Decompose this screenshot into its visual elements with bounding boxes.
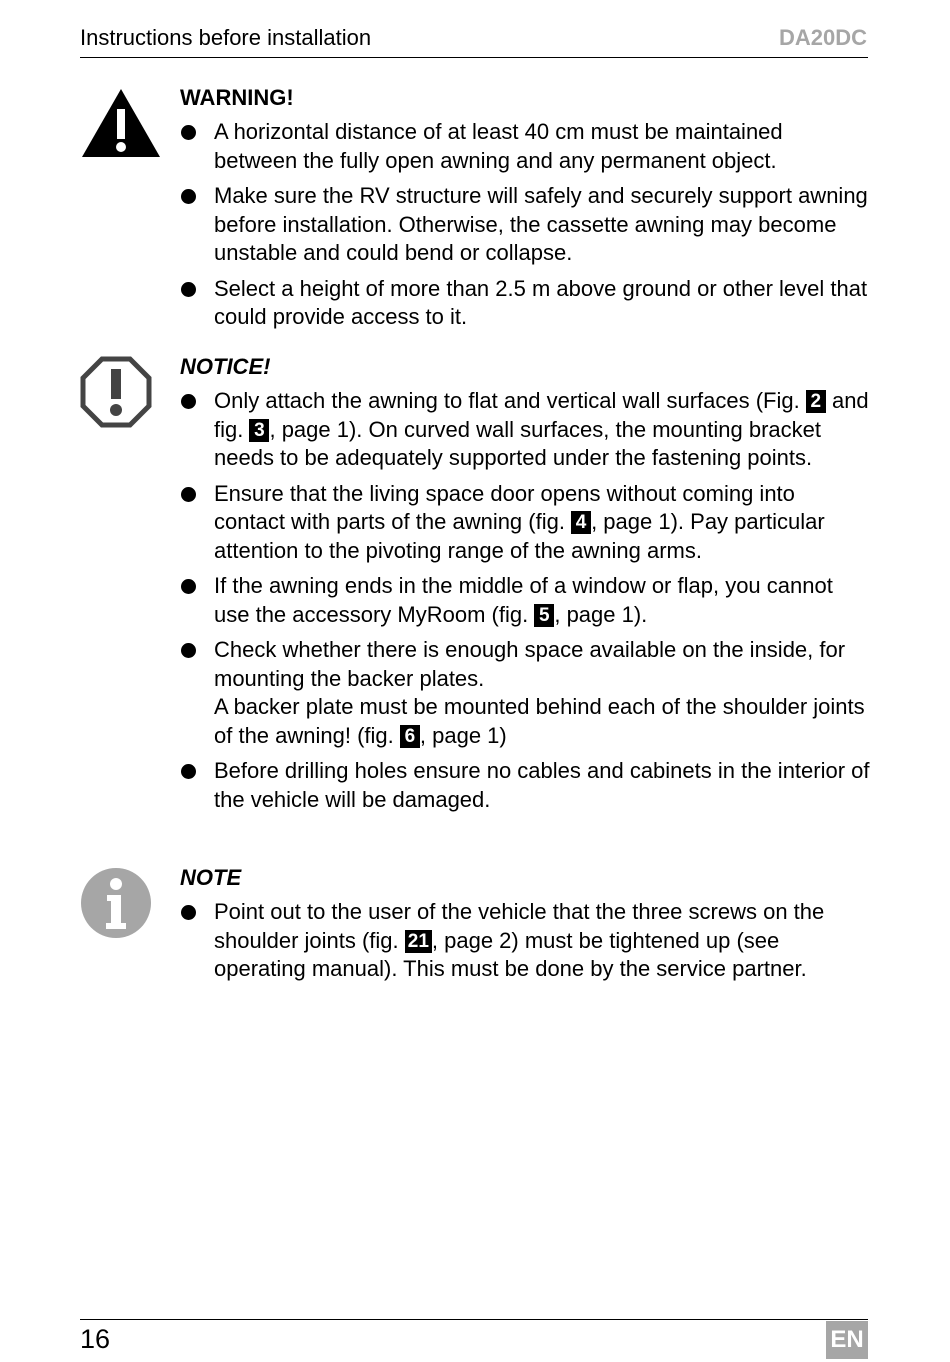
item-text: , page 2) must be tightened up (see operating manual). This must be done by the service partner.: [214, 927, 807, 981]
model-name: DA20DC: [778, 25, 867, 50]
list-item: [180, 387, 870, 473]
list-item: Make sure the RV structure will safely and securely support awning before installation. Otherwise, the cassette awning may become unstable and could bend or collapse.: [180, 182, 870, 268]
item-text: , page 1): [419, 722, 507, 748]
notice-octagon-icon: [80, 356, 152, 428]
footer-rule: [80, 1319, 868, 1320]
header-rule: [80, 57, 868, 58]
list-item: [180, 757, 870, 814]
figure-ref: 2: [806, 390, 826, 413]
item-text: Only attach the awning to flat and vertical wall surfaces (Fig.: [214, 388, 806, 413]
item-text: Check whether there is enough space available on the inside, for mounting the backer plates.: [214, 637, 846, 691]
notice-heading: NOTICE!: [180, 354, 271, 379]
list-item: [180, 480, 870, 566]
item-text: and fig.: [214, 388, 869, 442]
item-text: Ensure that the living space door opens without coming into contact with parts of the awning (fig.: [214, 480, 795, 534]
item-text: If the awning ends in the middle of a window or flap, you cannot use the accessory MyRoom (fig.: [214, 573, 833, 627]
item-text: Point out to the user of the vehicle that the three screws on the shoulder joints (fig.: [214, 899, 825, 953]
note-list: [180, 898, 870, 984]
figure-ref: 5: [534, 604, 554, 627]
header-title: Instructions before installation: [80, 25, 372, 50]
notice-list: [180, 387, 870, 814]
figure-ref: 3: [249, 419, 269, 442]
item-text: Before drilling holes ensure no cables and cabinets in the interior of the vehicle will be damaged.: [214, 758, 870, 812]
warning-triangle-icon: [80, 87, 162, 159]
note-section: [180, 864, 870, 991]
list-item: [180, 636, 870, 750]
list-item: [180, 898, 870, 984]
note-heading: NOTE: [180, 865, 242, 890]
page-number: 16: [80, 1324, 111, 1354]
list-item: Select a height of more than 2.5 m above ground or other level that could provide access to it.: [180, 275, 870, 332]
figure-ref: 4: [571, 511, 591, 534]
list-item: [180, 572, 870, 629]
language-badge: EN: [826, 1321, 868, 1359]
warning-heading: WARNING!: [180, 85, 294, 110]
warning-list: [180, 118, 870, 332]
item-text: A backer plate must be mounted behind each of the shoulder joints of the awning! (fig.: [214, 694, 865, 748]
item-text: , page 1). On curved wall surfaces, the mounting bracket needs to be adequately supported under the fastening points.: [214, 416, 821, 470]
info-circle-icon: [80, 867, 152, 939]
warning-section: [180, 84, 870, 339]
notice-section: [180, 353, 870, 821]
list-item: A horizontal distance of at least 40 cm must be maintained between the fully open awning and any permanent object.: [180, 118, 870, 175]
figure-ref: 6: [400, 725, 420, 748]
item-text: , page 1). Pay particular attention to the pivoting range of the awning arms.: [214, 509, 825, 563]
item-text: , page 1).: [554, 601, 648, 627]
figure-ref: 21: [405, 930, 432, 953]
